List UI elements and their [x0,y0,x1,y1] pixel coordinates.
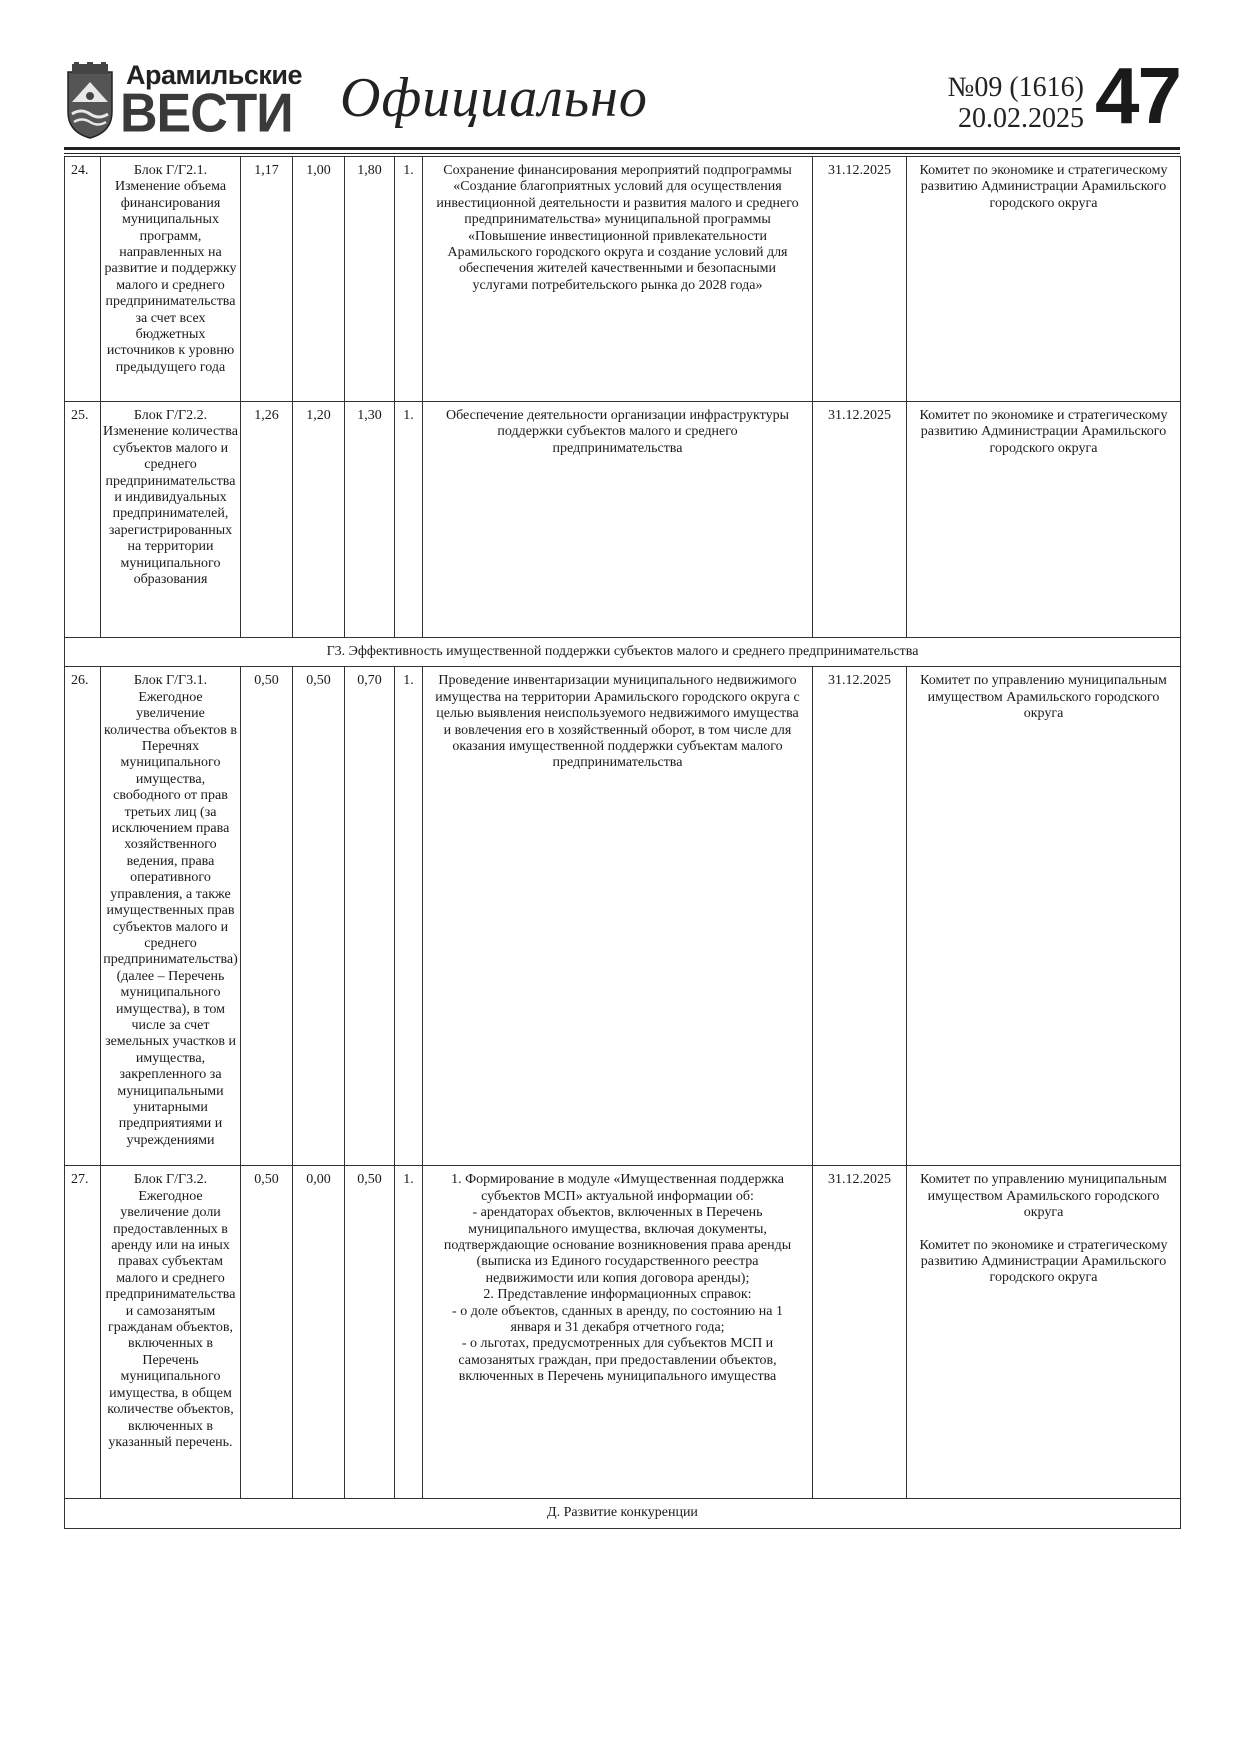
issue-number: №09 (1616) [947,72,1084,103]
value-cell-2: 0,00 [293,1166,345,1499]
value-cell-1: 1,26 [241,402,293,638]
indicator-cell: Блок Г/Г2.2. Изменение количества субъектов малого и среднего предпринимательства и индивидуальных предпринимателей, зарегистрированных на территории муниципального образования [101,402,241,638]
indicator-cell: Блок Г/Г3.2. Ежегодное увеличение доли предоставленных в аренду или на иных правах субъектам малого и среднего предпринимательства и самозанятым гражданам объектов, включенных в Перечень муниципального имущества, в общем количестве объектов, включенных в указанный перечень. [101,1166,241,1499]
value-cell-1: 0,50 [241,1166,293,1499]
section-heading-g3: Г3. Эффективность имущественной поддержки субъектов малого и среднего предпринимательства [65,638,1181,667]
value-cell-4: 1. [395,667,423,1166]
table-row [65,402,1181,638]
section-title: Официально [340,67,648,129]
row-number: 26. [65,667,101,1166]
value-cell-1: 0,50 [241,667,293,1166]
executor-cell [907,1166,1181,1499]
executor-cell: Комитет по экономике и стратегическому развитию Администрации Арамильского городского округа [907,157,1181,402]
logo-line-1: Арамильские [126,60,302,90]
measure-cell: Сохранение финансирования мероприятий подпрограммы «Создание благоприятных условий для осуществления инвестиционной деятельности и развития малого и среднего предпринимательства» муниципальной программы «Повышение инвестиционной привлекательности Арамильского городского округа и создание условий для обеспечения жителей качественными и безопасными услугами потребительского рынка до 2028 года» [423,157,813,402]
measures-table [64,156,1181,1529]
issue-date: 20.02.2025 [958,103,1084,134]
issue-info [872,72,1084,134]
measure-cell [423,1166,813,1499]
executor-cell: Комитет по экономике и стратегическому развитию Администрации Арамильского городского округа [907,402,1181,638]
measure-cell: Обеспечение деятельности организации инфраструктуры поддержки субъектов малого и среднего предпринимательства [423,402,813,638]
measure-cell: Проведение инвентаризации муниципального недвижимого имущества на территории Арамильского городского округа с целью выявления неиспользуемого недвижимого имущества и вовлечения его в хозяйственный оборот, в том числе для оказания имущественной поддержки субъектам малого предпринимательства [423,667,813,1166]
indicator-cell: Блок Г/Г2.1. Изменение объема финансирования муниципальных программ, направленных на развитие и поддержку малого и среднего предпринимательства за счет всех бюджетных источников к уровню предыдущего года [101,157,241,402]
value-cell-4: 1. [395,157,423,402]
executor-line: Комитет по экономике и стратегическому развитию Администрации Арамильского городского округа [919,1237,1168,1286]
executor-spacer [913,1222,1174,1238]
value-cell-3: 1,80 [345,157,395,402]
value-cell-4: 1. [395,402,423,638]
row-number: 27. [65,1166,101,1499]
table-row [65,1166,1181,1499]
measure-line: - о льготах, предусмотренных для субъектов МСП и самозанятых граждан, при предоставлении объектов, включенных в Перечень муниципального имущества [458,1336,777,1385]
value-cell-2: 1,20 [293,402,345,638]
indicator-cell: Блок Г/Г3.1. Ежегодное увеличение количества объектов в Перечнях муниципального имущества, свободного от прав третьих лиц (за исключением права хозяйственного ведения, права оперативного управления, а также имущественных прав субъектов малого и среднего предпринимательства) (далее – Перечень муниципального имущества), в том числе за счет земельных участков и имущества, закрепленного за муниципальными унитарными предприятиями и учреждениями [101,667,241,1166]
deadline-cell: 31.12.2025 [813,1166,907,1499]
deadline-cell: 31.12.2025 [813,667,907,1166]
executor-cell: Комитет по управлению муниципальным имуществом Арамильского городского округа [907,667,1181,1166]
measure-line: - о доле объектов, сданных в аренду, по состоянию на 1 января и 31 декабря отчетного года; [452,1303,783,1336]
masthead [64,51,1180,146]
value-cell-2: 0,50 [293,667,345,1166]
measure-line: - арендаторах объектов, включенных в Перечень муниципального имущества, включая документы, подтверждающие основание возникновения права аренды (выписка из Единого государственного реестра недвижимости или копия договора аренды); [443,1205,792,1286]
value-cell-2: 1,00 [293,157,345,402]
executor-line: Комитет по управлению муниципальным имуществом Арамильского городского округа [920,1172,1167,1221]
value-cell-4: 1. [395,1166,423,1499]
measure-line: 2. Представление информационных справок: [483,1287,752,1303]
table-row [65,667,1181,1166]
row-number: 24. [65,157,101,402]
section-header-row [65,1499,1181,1528]
deadline-cell: 31.12.2025 [813,402,907,638]
newspaper-logo[interactable] [64,60,300,142]
header-rule [64,147,1180,150]
page-number: 47 [1095,51,1180,140]
table-row [65,157,1181,402]
logo-line-2: ВЕСТИ [120,83,293,144]
value-cell-3: 0,70 [345,667,395,1166]
header-rule-thin [64,153,1180,154]
measure-line: 1. Формирование в модуле «Имущественная поддержка субъектов МСП» актуальной информации об: [451,1172,784,1204]
coat-of-arms-icon [64,62,116,140]
section-header-row [65,638,1181,667]
value-cell-3: 0,50 [345,1166,395,1499]
section-heading-d: Д. Развитие конкуренции [65,1499,1181,1528]
deadline-cell: 31.12.2025 [813,157,907,402]
value-cell-3: 1,30 [345,402,395,638]
row-number: 25. [65,402,101,638]
value-cell-1: 1,17 [241,157,293,402]
